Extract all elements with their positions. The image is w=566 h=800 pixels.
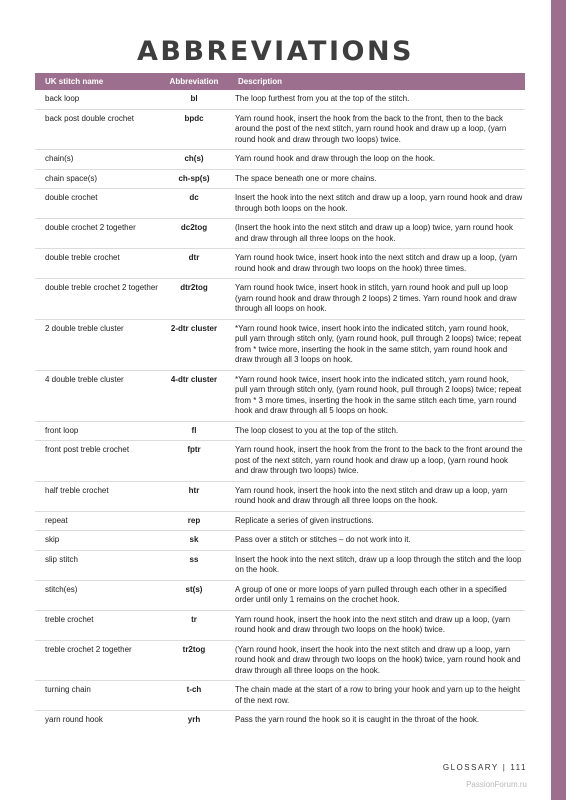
table-row: [35, 441, 525, 482]
description-cell: Yarn round hook, insert the hook from the front to the back to the front around the post of the next stitch, yarn round hook and draw up a loop, (yarn round hook and draw through two loops) twice.: [228, 441, 525, 482]
decorative-side-bar: [551, 0, 566, 800]
abbreviation-cell: ch(s): [160, 150, 228, 170]
footer-separator: |: [502, 763, 507, 772]
stitch-name-cell: treble crochet: [35, 610, 160, 640]
stitch-name-cell: slip stitch: [35, 550, 160, 580]
stitch-name-cell: chain(s): [35, 150, 160, 170]
abbreviation-cell: tr2tog: [160, 640, 228, 681]
abbreviation-cell: yrh: [160, 711, 228, 730]
abbreviation-cell: rep: [160, 511, 228, 531]
abbreviation-cell: dc2tog: [160, 219, 228, 249]
stitch-name-cell: chain space(s): [35, 169, 160, 189]
stitch-name-cell: front post treble crochet: [35, 441, 160, 482]
stitch-name-cell: 4 double treble cluster: [35, 370, 160, 421]
description-cell: The loop closest to you at the top of the stitch.: [228, 421, 525, 441]
header-description: Description: [228, 73, 525, 90]
page-number: 111: [510, 763, 527, 772]
page-title: ABBREVIATIONS: [137, 36, 414, 67]
description-cell: Yarn round hook, insert the hook into the next stitch and draw up a loop, yarn round hook and draw through all three loops on the hook.: [228, 481, 525, 511]
abbreviation-cell: 2-dtr cluster: [160, 319, 228, 370]
stitch-name-cell: yarn round hook: [35, 711, 160, 730]
abbreviation-cell: fl: [160, 421, 228, 441]
table-row: [35, 481, 525, 511]
description-cell: Yarn round hook twice, insert hook into the next stitch and draw up a loop, (yarn round hook and draw through two loops on the hook) three times.: [228, 249, 525, 279]
table-row: [35, 421, 525, 441]
table-row: [35, 711, 525, 730]
footer-section: GLOSSARY: [442, 763, 499, 772]
abbreviation-cell: bpdc: [160, 109, 228, 150]
abbreviation-cell: tr: [160, 610, 228, 640]
table-row: [35, 279, 525, 320]
stitch-name-cell: front loop: [35, 421, 160, 441]
description-cell: Insert the hook into the next stitch, draw up a loop through the stitch and the loop on the hook.: [228, 550, 525, 580]
table-row: [35, 580, 525, 610]
table-row: [35, 610, 525, 640]
page-footer: [400, 763, 527, 772]
abbreviation-cell: t-ch: [160, 681, 228, 711]
table-row: [35, 319, 525, 370]
description-cell: Pass the yarn round the hook so it is caught in the throat of the hook.: [228, 711, 525, 730]
abbreviation-cell: st(s): [160, 580, 228, 610]
stitch-name-cell: stitch(es): [35, 580, 160, 610]
table-row: [35, 249, 525, 279]
table-row: [35, 511, 525, 531]
table-row: [35, 370, 525, 421]
description-cell: Pass over a stitch or stitches – do not work into it.: [228, 531, 525, 551]
table-row: [35, 169, 525, 189]
description-cell: Yarn round hook and draw through the loop on the hook.: [228, 150, 525, 170]
abbreviation-cell: ch-sp(s): [160, 169, 228, 189]
watermark: PassionForum.ru: [466, 780, 527, 789]
abbreviation-cell: htr: [160, 481, 228, 511]
description-cell: *Yarn round hook twice, insert hook into the indicated stitch, yarn round hook, pull yarn through stitch only, (yarn round hook, pull through 2 loops) twice; repeat from * 3 more times, inserting the hook in the same stitch each time, yarn round hook and draw through all 5 loops on hook.: [228, 370, 525, 421]
description-cell: (Yarn round hook, insert the hook into the next stitch and draw up a loop, yarn round hook and draw through two loops on the hook) twice, yarn round hook and draw through all three loops on the hook.: [228, 640, 525, 681]
table-row: [35, 219, 525, 249]
stitch-name-cell: 2 double treble cluster: [35, 319, 160, 370]
stitch-name-cell: back loop: [45, 94, 80, 103]
abbreviation-cell: 4-dtr cluster: [160, 370, 228, 421]
description-cell: *Yarn round hook twice, insert hook into the indicated stitch, yarn round hook, pull yarn through stitch only, (yarn round hook, pull through 2 loops) twice; repeat from * twice more, inserting the hook in the same stitch, yarn round hook and draw through all 3 loops on hook.: [228, 319, 525, 370]
table-header-row: [35, 73, 525, 90]
table-row: [35, 150, 525, 170]
stitch-name-cell: half treble crochet: [35, 481, 160, 511]
abbreviation-cell: dc: [160, 189, 228, 219]
abbreviations-table: [35, 73, 525, 730]
abbreviation-cell: dtr2tog: [160, 279, 228, 320]
table-row: [35, 90, 525, 109]
table-row: [35, 109, 525, 150]
description-cell: Yarn round hook twice, insert hook in stitch, yarn round hook and pull up loop (yarn round hook and draw through 2 loops) 2 times. Yarn round hook and draw through all loops on hook.: [228, 279, 525, 320]
abbreviation-cell: dtr: [160, 249, 228, 279]
description-cell: Replicate a series of given instructions.: [228, 511, 525, 531]
header-stitch-name: UK stitch name: [35, 73, 160, 90]
abbreviation-cell: bl: [190, 94, 198, 103]
table-body: [35, 90, 525, 730]
description-cell: The loop furthest from you at the top of the stitch.: [235, 94, 410, 103]
stitch-name-cell: skip: [35, 531, 160, 551]
table-row: [35, 531, 525, 551]
stitch-name-cell: double crochet 2 together: [35, 219, 160, 249]
description-cell: A group of one or more loops of yarn pulled through each other in a specified order until only 1 remains on the crochet hook.: [228, 580, 525, 610]
table-row: [35, 681, 525, 711]
stitch-name-cell: double crochet: [35, 189, 160, 219]
header-abbreviation: Abbreviation: [160, 73, 228, 90]
table-row: [35, 189, 525, 219]
stitch-name-cell: double treble crochet: [35, 249, 160, 279]
stitch-name-cell: double treble crochet 2 together: [35, 279, 160, 320]
description-cell: The space beneath one or more chains.: [228, 169, 525, 189]
description-cell: Yarn round hook, insert the hook from the back to the front, then to the back around the post of the next stitch, yarn round hook and draw up a loop, (yarn round hook and draw through two loops) twice.: [228, 109, 525, 150]
table-row: [35, 640, 525, 681]
description-cell: The chain made at the start of a row to bring your hook and yarn up to the height of the next row.: [228, 681, 525, 711]
description-cell: (Insert the hook into the next stitch and draw up a loop) twice, yarn round hook and draw through all three loops on the hook.: [228, 219, 525, 249]
stitch-name-cell: turning chain: [35, 681, 160, 711]
description-cell: Insert the hook into the next stitch and draw up a loop, yarn round hook and draw through both loops on the hook.: [228, 189, 525, 219]
abbreviation-cell: sk: [160, 531, 228, 551]
stitch-name-cell: treble crochet 2 together: [35, 640, 160, 681]
stitch-name-cell: repeat: [35, 511, 160, 531]
abbreviation-cell: ss: [160, 550, 228, 580]
table-row: [35, 550, 525, 580]
stitch-name-cell: back post double crochet: [35, 109, 160, 150]
description-cell: Yarn round hook, insert the hook into the next stitch and draw up a loop, (yarn round hook and draw through two loops on the hook) twice.: [228, 610, 525, 640]
abbreviation-cell: fptr: [160, 441, 228, 482]
